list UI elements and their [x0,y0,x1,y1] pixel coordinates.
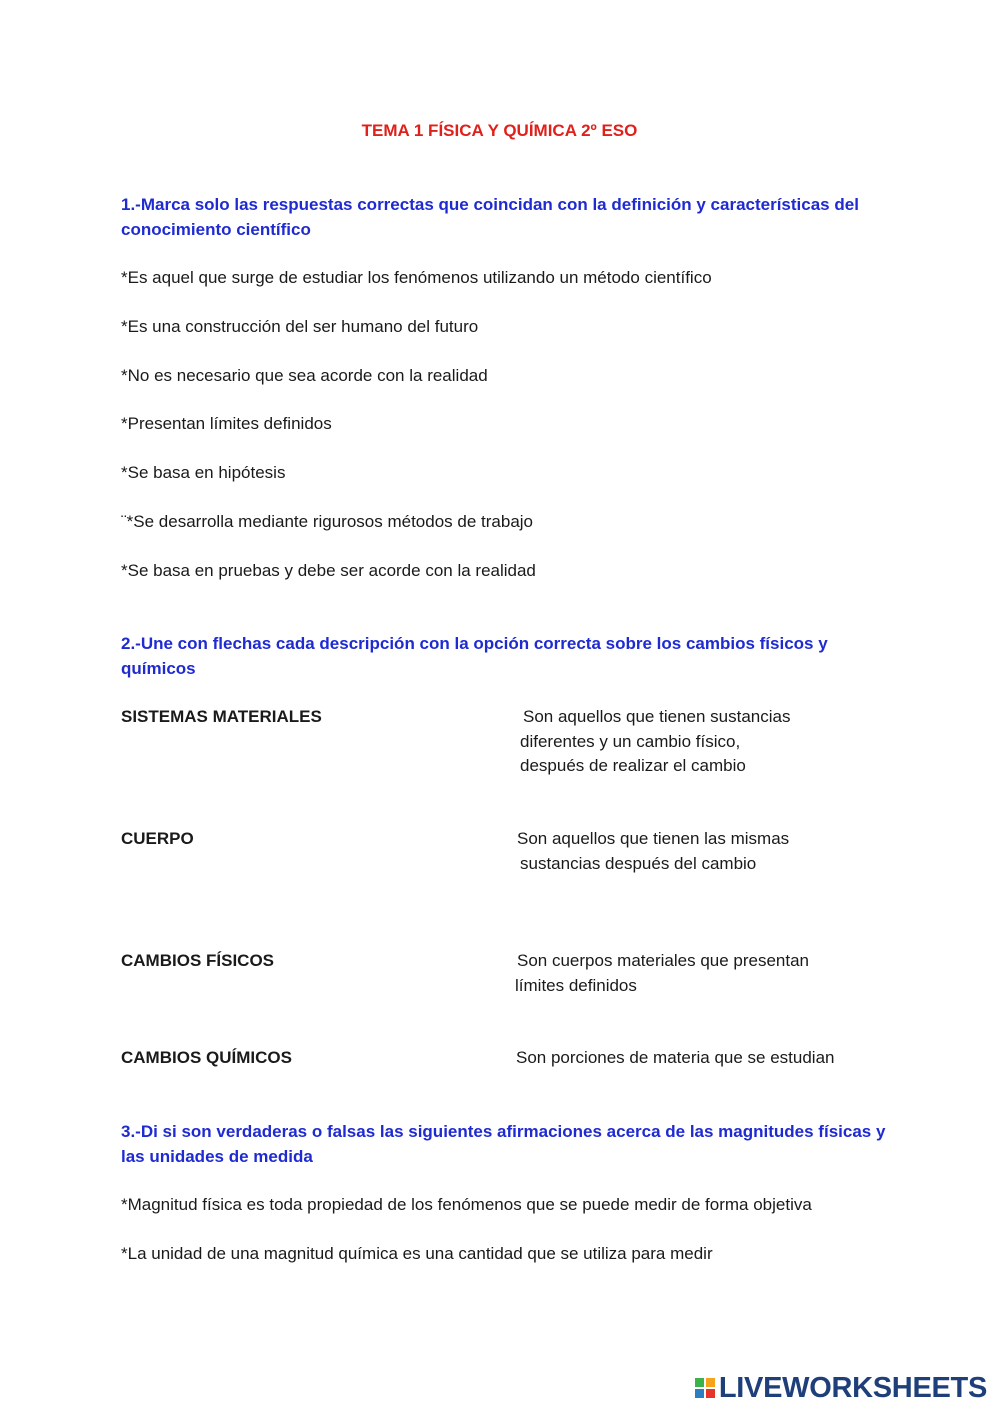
logo-mark-icon [695,1378,715,1398]
match-term[interactable]: CAMBIOS FÍSICOS [121,951,275,970]
match-description[interactable] [517,827,789,876]
q3-statement[interactable]: *Magnitud física es toda propiedad de los fenómenos que se puede medir de forma objetiva [121,1195,812,1214]
q1-option[interactable]: ¨*Se desarrolla mediante rigurosos métodos de trabajo [121,512,534,531]
description-line: diferentes y un cambio físico, [520,731,741,751]
q1-option[interactable]: *Se basa en pruebas y debe ser acorde con la realidad [121,561,536,580]
description-line: Son aquellos que tienen sustancias [523,707,791,726]
q1-option[interactable]: *No es necesario que sea acorde con la realidad [121,366,488,385]
match-description[interactable] [520,705,790,779]
match-description[interactable] [515,949,809,998]
match-term[interactable]: CUERPO [121,829,194,848]
logo-text: LIVEWORKSHEETS [718,1371,987,1404]
description-line: Son porciones de materia que se estudian [516,1048,835,1067]
q1-option[interactable]: *Es aquel que surge de estudiar los fenómenos utilizando un método científico [121,268,712,287]
match-term[interactable]: CAMBIOS QUÍMICOS [121,1048,292,1067]
question-1-heading: 1.-Marca solo las respuestas correctas que coincidan con la definición y características del conocimiento científico [121,195,859,239]
match-term[interactable]: SISTEMAS MATERIALES [121,707,322,726]
logo-square [695,1378,704,1387]
q3-statement[interactable]: *La unidad de una magnitud química es una cantidad que se utiliza para medir [121,1244,713,1263]
q1-option[interactable]: *Se basa en hipótesis [121,463,286,482]
page-title: TEMA 1 FÍSICA Y QUÍMICA 2º ESO [361,121,638,140]
logo-square [706,1378,715,1387]
question-3-heading: 3.-Di si son verdaderas o falsas las siguientes afirmaciones acerca de las magnitudes físicas y las unidades de medida [121,1122,886,1166]
question-2-heading: 2.-Une con flechas cada descripción con la opción correcta sobre los cambios físicos y químicos [121,634,828,678]
description-line: límites definidos [515,975,637,995]
q1-option[interactable]: *Presentan límites definidos [121,414,332,433]
description-line: Son aquellos que tienen las mismas [517,829,790,848]
logo-square [695,1389,704,1398]
match-description[interactable] [516,1046,834,1071]
liveworksheets-logo [695,1372,987,1404]
logo-square [706,1389,715,1398]
description-line: después de realizar el cambio [520,756,746,775]
q1-option[interactable]: *Es una construcción del ser humano del futuro [121,317,479,336]
description-line: sustancias después del cambio [520,853,757,873]
description-line: Son cuerpos materiales que presentan [517,951,810,970]
